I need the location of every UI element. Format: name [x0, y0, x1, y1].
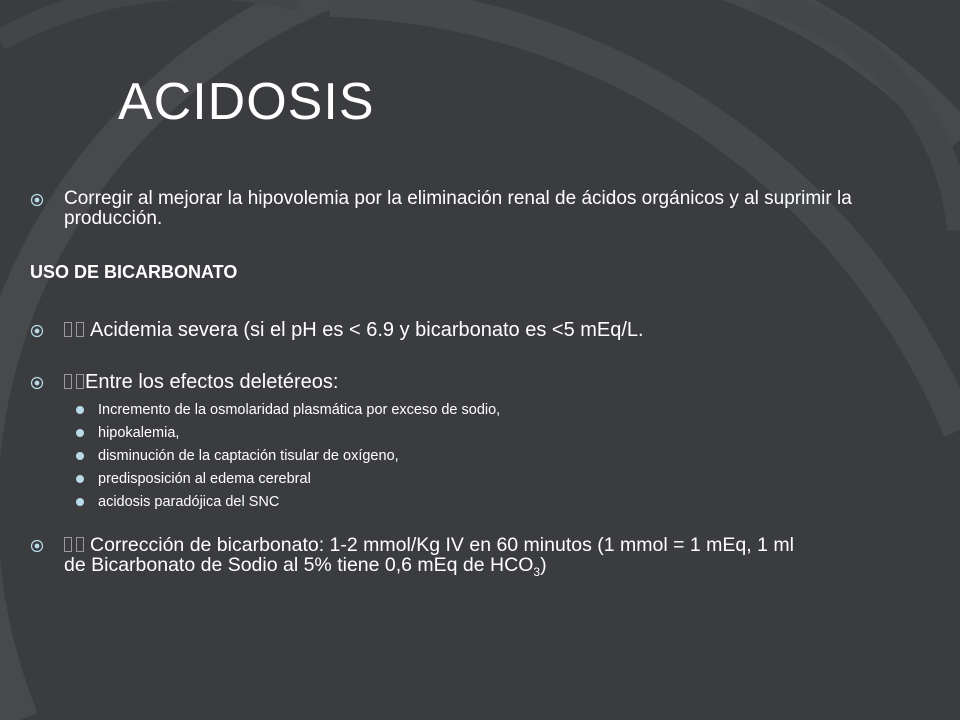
- list-item: [76, 444, 500, 467]
- bullet-icon: [30, 376, 44, 390]
- sub-item-text: Incremento de la osmolaridad plasmática por exceso de sodio,: [98, 401, 501, 418]
- sub-bullet-dot: [76, 406, 84, 414]
- missing-glyph-box: [76, 374, 84, 389]
- list-item: [76, 490, 500, 513]
- missing-glyph-box: [64, 374, 72, 389]
- bullet-text: Corregir al mejorar la hipovolemia por la eliminación renal de ácidos orgánicos y al suprimir la producción.: [64, 188, 852, 229]
- bullet-icon: [30, 324, 44, 338]
- slide-title: ACIDOSIS: [118, 73, 375, 131]
- closing-paren: ): [540, 554, 547, 576]
- bullet-text-content: Entre los efectos deletéreos:: [85, 371, 339, 393]
- missing-glyph-box: [64, 537, 72, 552]
- bullet-item-4: [30, 534, 944, 579]
- list-item: [76, 421, 500, 444]
- bullet-item-1: [30, 189, 904, 229]
- bullet-text: [64, 534, 944, 579]
- sub-item-text: acidosis paradójica del SNC: [98, 493, 280, 510]
- bullet-text-line-2: de Bicarbonato de Sodio al 5% tiene 0,6 mEq de HCO: [64, 554, 534, 576]
- list-item: [76, 467, 500, 490]
- sub-item-text: disminución de la captación tisular de oxígeno,: [98, 447, 399, 464]
- sub-bullet-dot: [76, 452, 84, 460]
- sub-item-text: hipokalemia,: [98, 424, 180, 441]
- sub-item-text: predisposición al edema cerebral: [98, 470, 311, 487]
- bullet-icon: [30, 193, 44, 207]
- missing-glyph-box: [76, 537, 84, 552]
- list-item: [76, 398, 500, 421]
- sub-bullet-list: [76, 398, 500, 513]
- missing-glyph-box: [76, 322, 84, 337]
- bullet-icon: [30, 539, 44, 553]
- section-heading: USO DE BICARBONATO: [30, 262, 238, 282]
- bullet-item-3: [30, 372, 338, 392]
- bullet-text-line-1: Corrección de bicarbonato: 1-2 mmol/Kg IV en 60 minutos (1 mmol = 1 mEq, 1 ml: [90, 534, 794, 556]
- subscript-text: 3: [533, 564, 541, 579]
- bullet-text: [64, 372, 338, 392]
- sub-bullet-dot: [76, 498, 84, 506]
- sub-bullet-dot: [76, 475, 84, 483]
- sub-bullet-dot: [76, 429, 84, 437]
- bullet-text-content: Acidemia severa (si el pH es < 6.9 y bicarbonato es <5 mEq/L.: [90, 319, 644, 341]
- bullet-text: [64, 320, 644, 340]
- bullet-item-2: [30, 320, 644, 340]
- missing-glyph-box: [64, 322, 72, 337]
